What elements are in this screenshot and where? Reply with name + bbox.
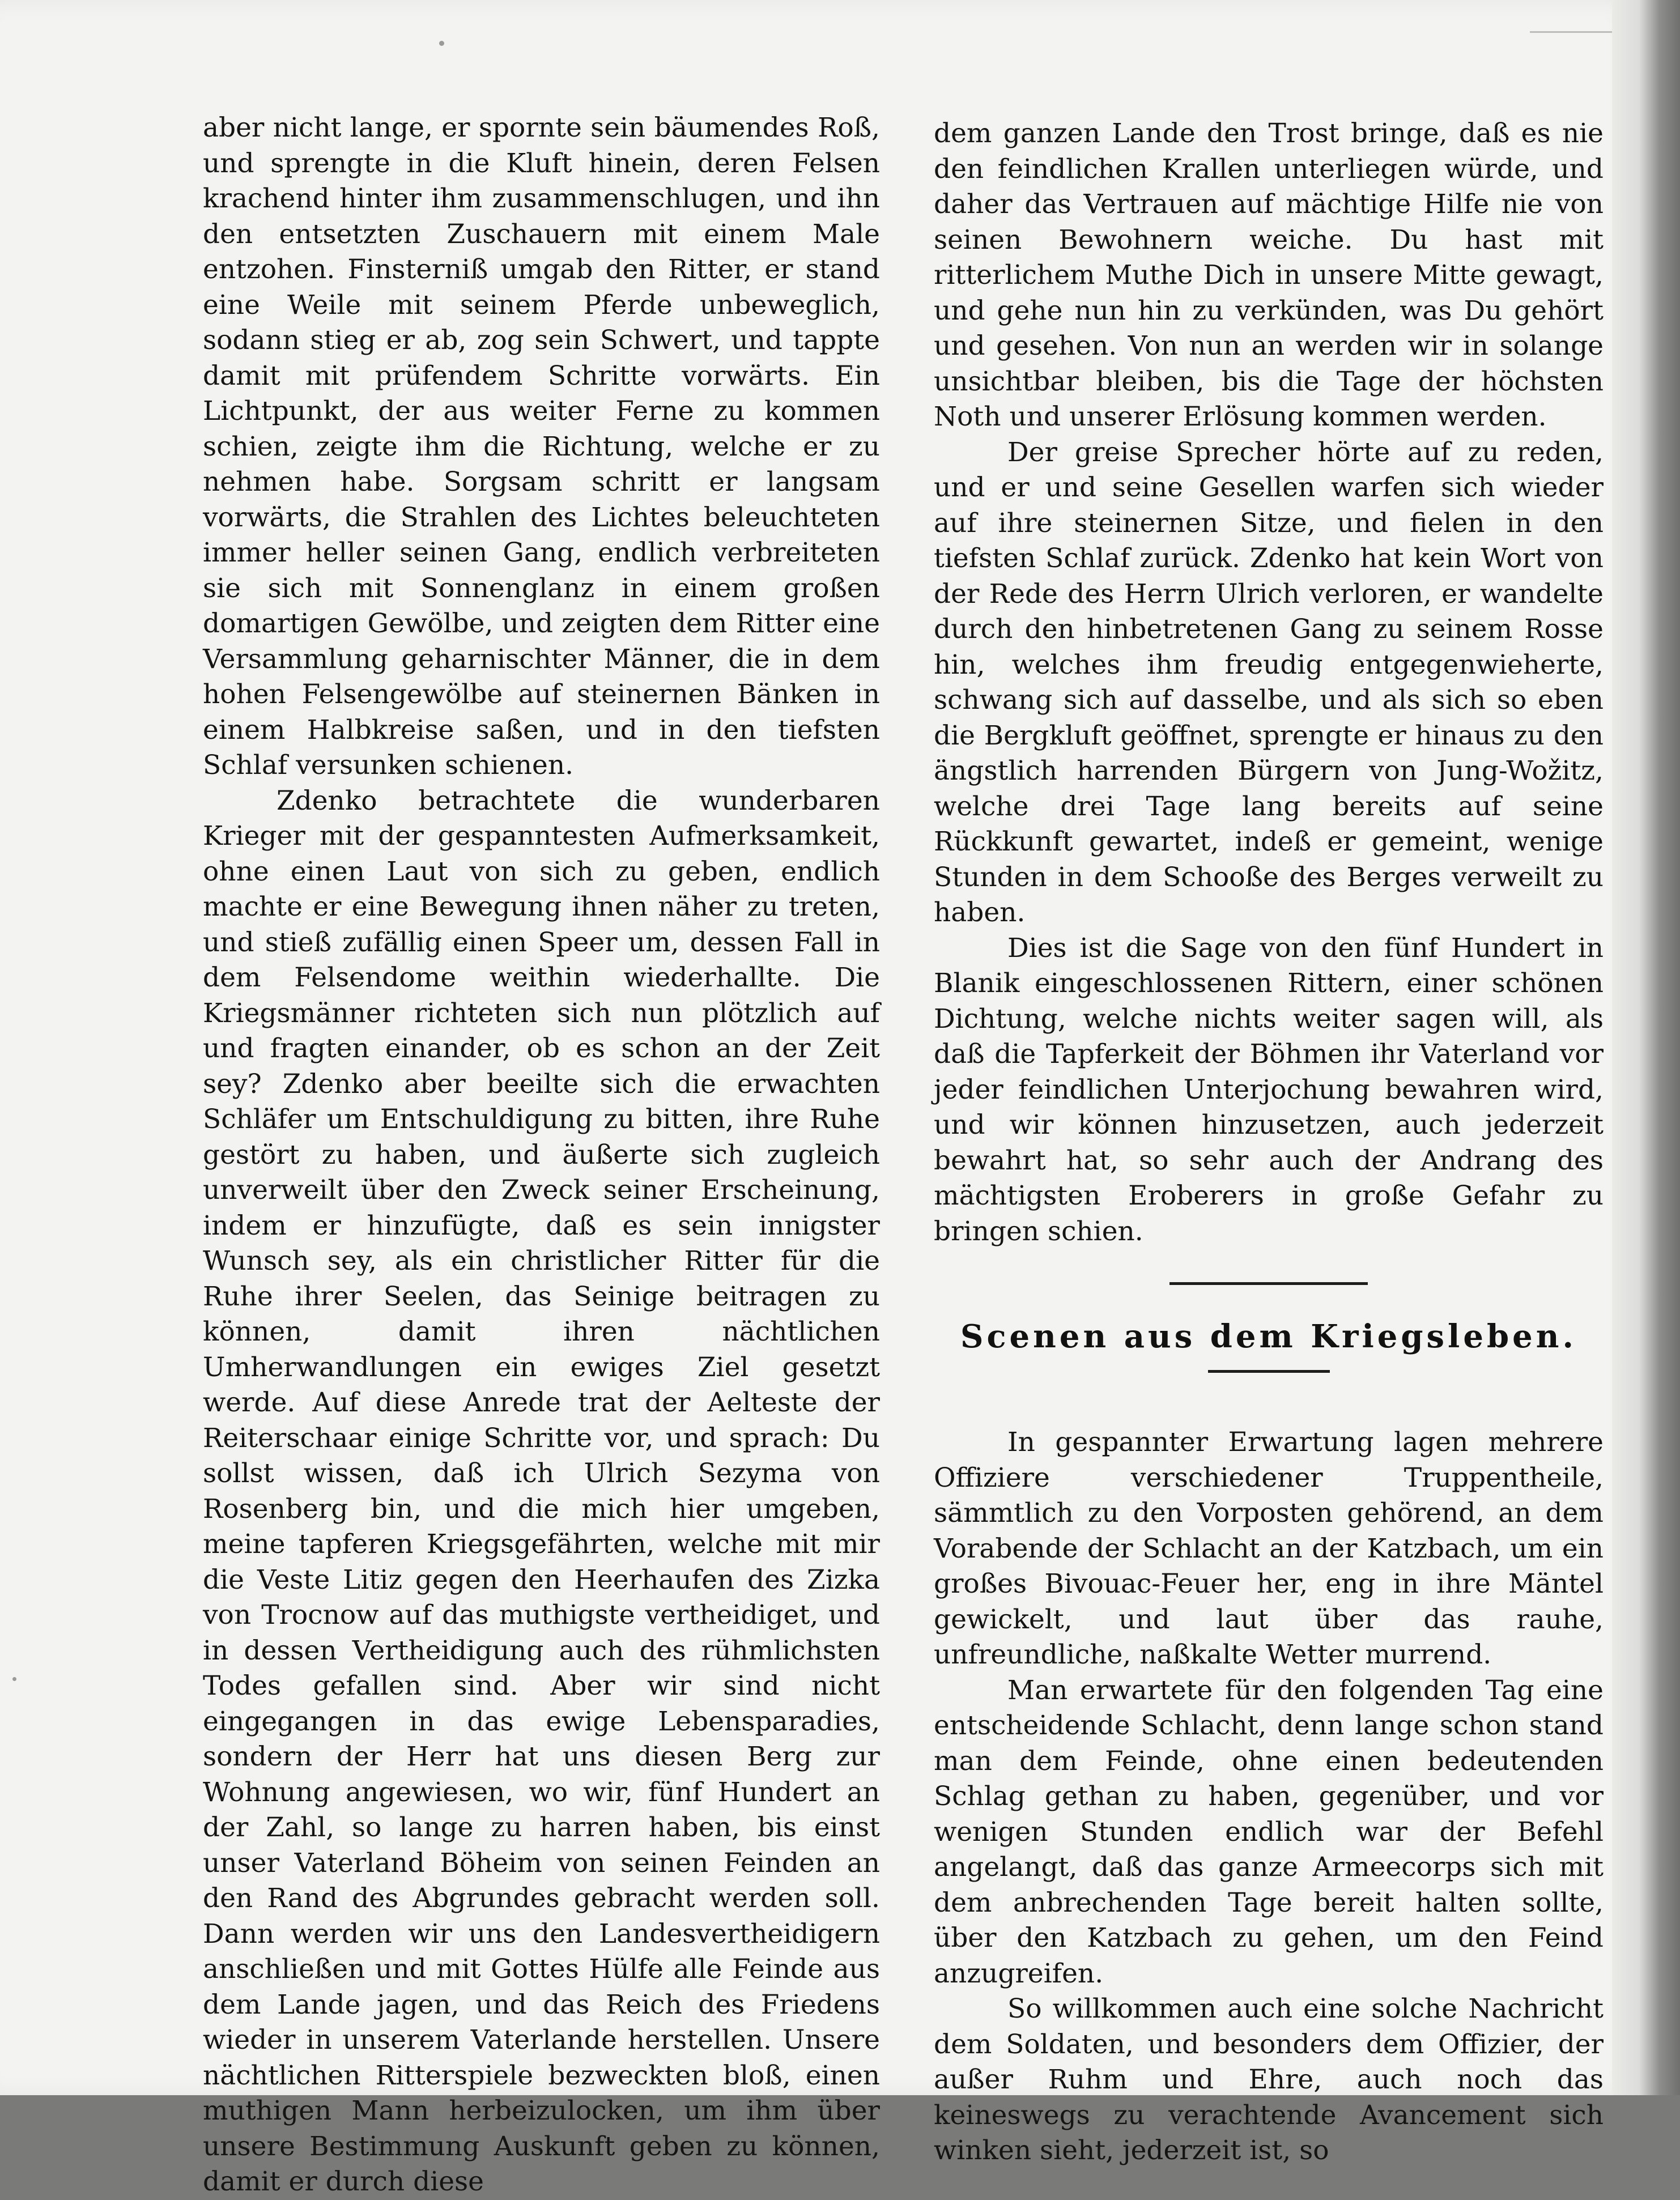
right-paragraph-4: In gespannter Erwartung lagen mehrere Offiziere verschiedener Truppentheile, sämmtlich zu den Vorposten gehörend, an dem Vorabende der Schlacht an der Katzbach, um ein großes Bivouac-Feuer her, eng in ihre Mäntel gewickelt, und laut über das rauhe, unfreundliche, naßkalte Wetter murrend. [934, 1427, 1604, 1670]
left-text-column [203, 110, 880, 2200]
section-divider-bottom [1208, 1370, 1330, 1373]
paper-speck [12, 1677, 16, 1681]
right-paragraph-2: Der greise Sprecher hörte auf zu reden, und er und seine Gesellen warfen sich wieder auf ihre steinernen Sitze, und fielen in den tiefsten Schlaf zurück. Zdenko hat kein Wort von der Rede des Herrn Ulrich verloren, er wandelte durch den hinbetretenen Gang zu seinem Rosse hin, welches ihm freudig entgegenwieherte, schwang sich auf dasselbe, und als sich so eben die Bergkluft geöffnet, sprengte er hinaus zu den ängstlich harrenden Bürgern von Jung-Wožitz, welche drei Tage lang bereits auf seine Rückkunft gewartet, indeß er gemeint, wenige Stunden in dem Schooße des Berges verweilt zu haben. [934, 436, 1604, 928]
section-heading: Scenen aus dem Kriegsleben. [960, 1318, 1577, 1355]
right-paragraph-3: Dies ist die Sage von den fünf Hundert in Blanik eingeschlossenen Rittern, einer schönen Dichtung, welche nichts weiter sagen will, als daß die Tapferkeit der Böhmen ihr Vaterland vor jeder feindlichen Unterjochung bewahren wird, und wir können hinzusetzen, auch jederzeit bewahrt hat, so sehr auch der Andrang des mächtigsten Eroberers in große Gefahr zu bringen schien. [934, 932, 1604, 1247]
left-paragraph-2: Zdenko betrachtete die wunderbaren Krieger mit der gespanntesten Aufmerksamkeit, ohne einen Laut von sich zu geben, endlich machte er eine Bewegung ihnen näher zu treten, und stieß zufällig einen Speer um, dessen Fall in dem Felsendome weithin wiederhallte. Die Kriegsmänner richteten sich nun plötzlich auf und fragten einander, ob es schon an der Zeit sey? Zdenko aber beeilte sich die erwachten Schläfer um Entschuldigung zu bitten, ihre Ruhe gestört zu haben, und äußerte sich zugleich unverweilt über den Zweck seiner Erscheinung, indem er hinzufügte, daß es sein innigster Wunsch sey, als ein christlicher Ritter für die Ruhe ihrer Seelen, das Seinige beitragen zu können, damit ihren nächtlichen Umherwandlungen ein ewiges Ziel gesetzt werde. Auf diese Anrede trat der Aelteste der Reiterschaar einige Schritte vor, und sprach: Du sollst wissen, daß ich Ulrich Sezyma von Rosenberg bin, und die mich hier umgeben, meine tapferen Kriegsgefährten, welche mit mir die Veste Litiz gegen den Heerhaufen des Zizka von Trocnow auf das muthigste vertheidiget, und in dessen Vertheidigung auch des rühmlichsten Todes gefallen sind. Aber wir sind nicht eingegangen in das ewige Lebensparadies, sondern der Herr hat uns diesen Berg zur Wohnung angewiesen, wo wir, fünf Hundert an der Zahl, so lange zu harren haben, bis einst unser Vaterland Böheim von seinen Feinden an den Rand des Abgrundes gebracht werden soll. Dann werden wir uns den Landesvertheidigern anschließen und mit Gottes Hülfe alle Feinde aus dem Lande jagen, und das Reich des Friedens wieder in unserem Vaterlande herstellen. Unsere nächtlichen Ritterspiele bezweckten bloß, einen muthigen Mann herbeizulocken, um ihm über unsere Bestimmung Auskunft geben zu können, damit er durch diese [203, 785, 880, 2197]
left-paragraph-1: aber nicht lange, er spornte sein bäumendes Roß, und sprengte in die Kluft hinein, deren Felsen krachend hinter ihm zusammenschlugen, und ihn den entsetzten Zuschauern mit einem Male entzohen. Finsterniß umgab den Ritter, er stand eine Weile mit seinem Pferde unbeweglich, sodann stieg er ab, zog sein Schwert, und tappte damit mit prüfendem Schritte vorwärts. Ein Lichtpunkt, der aus weiter Ferne zu kommen schien, zeigte ihm die Richtung, welche er zu nehmen habe. Sorgsam schritt er langsam vorwärts, die Strahlen des Lichtes beleuchteten immer heller seinen Gang, endlich verbreiteten sie sich mit Sonnenglanz in einem großen domartigen Gewölbe, und zeigten dem Ritter eine Versammlung geharnischter Männer, die in dem hohen Felsengewölbe auf steinernen Bänken in einem Halbkreise saßen, und in den tiefsten Schlaf versunken schienen. [203, 112, 880, 781]
right-paragraph-6: So willkommen auch eine solche Nachricht dem Soldaten, und besonders dem Offizier, der außer Ruhm und Ehre, auch noch das keineswegs zu verachtende Avancement sich winken sieht, jederzeit ist, so [934, 1993, 1604, 2166]
paper-speck [439, 41, 444, 46]
section-divider-top [1169, 1282, 1368, 1285]
right-paragraph-1: dem ganzen Lande den Trost bringe, daß es nie den feindlichen Krallen unterliegen würde, und daher das Vertrauen auf mächtige Hilfe nie von seinen Bewohnern weiche. Du hast mit ritterlichem Muthe Dich in unsere Mitte gewagt, und gehe nun hin zu verkünden, was Du gehört und gesehen. Von nun an werden wir in solange unsichtbar bleiben, bis die Tage der höchsten Noth und unserer Erlösung kommen werden. [934, 118, 1604, 432]
page-edge-shadow [1612, 0, 1680, 2095]
right-text-column [934, 116, 1604, 2169]
right-paragraph-5: Man erwartete für den folgenden Tag eine entscheidende Schlacht, denn lange schon stand man dem Feinde, ohne einen bedeutenden Schlag gethan zu haben, gegenüber, und vor wenigen Stunden endlich war der Befehl angelangt, daß das ganze Armeecorps sich mit dem anbrechenden Tage bereit halten sollte, über den Katzbach zu gehen, um den Feind anzugreifen. [934, 1674, 1604, 1989]
